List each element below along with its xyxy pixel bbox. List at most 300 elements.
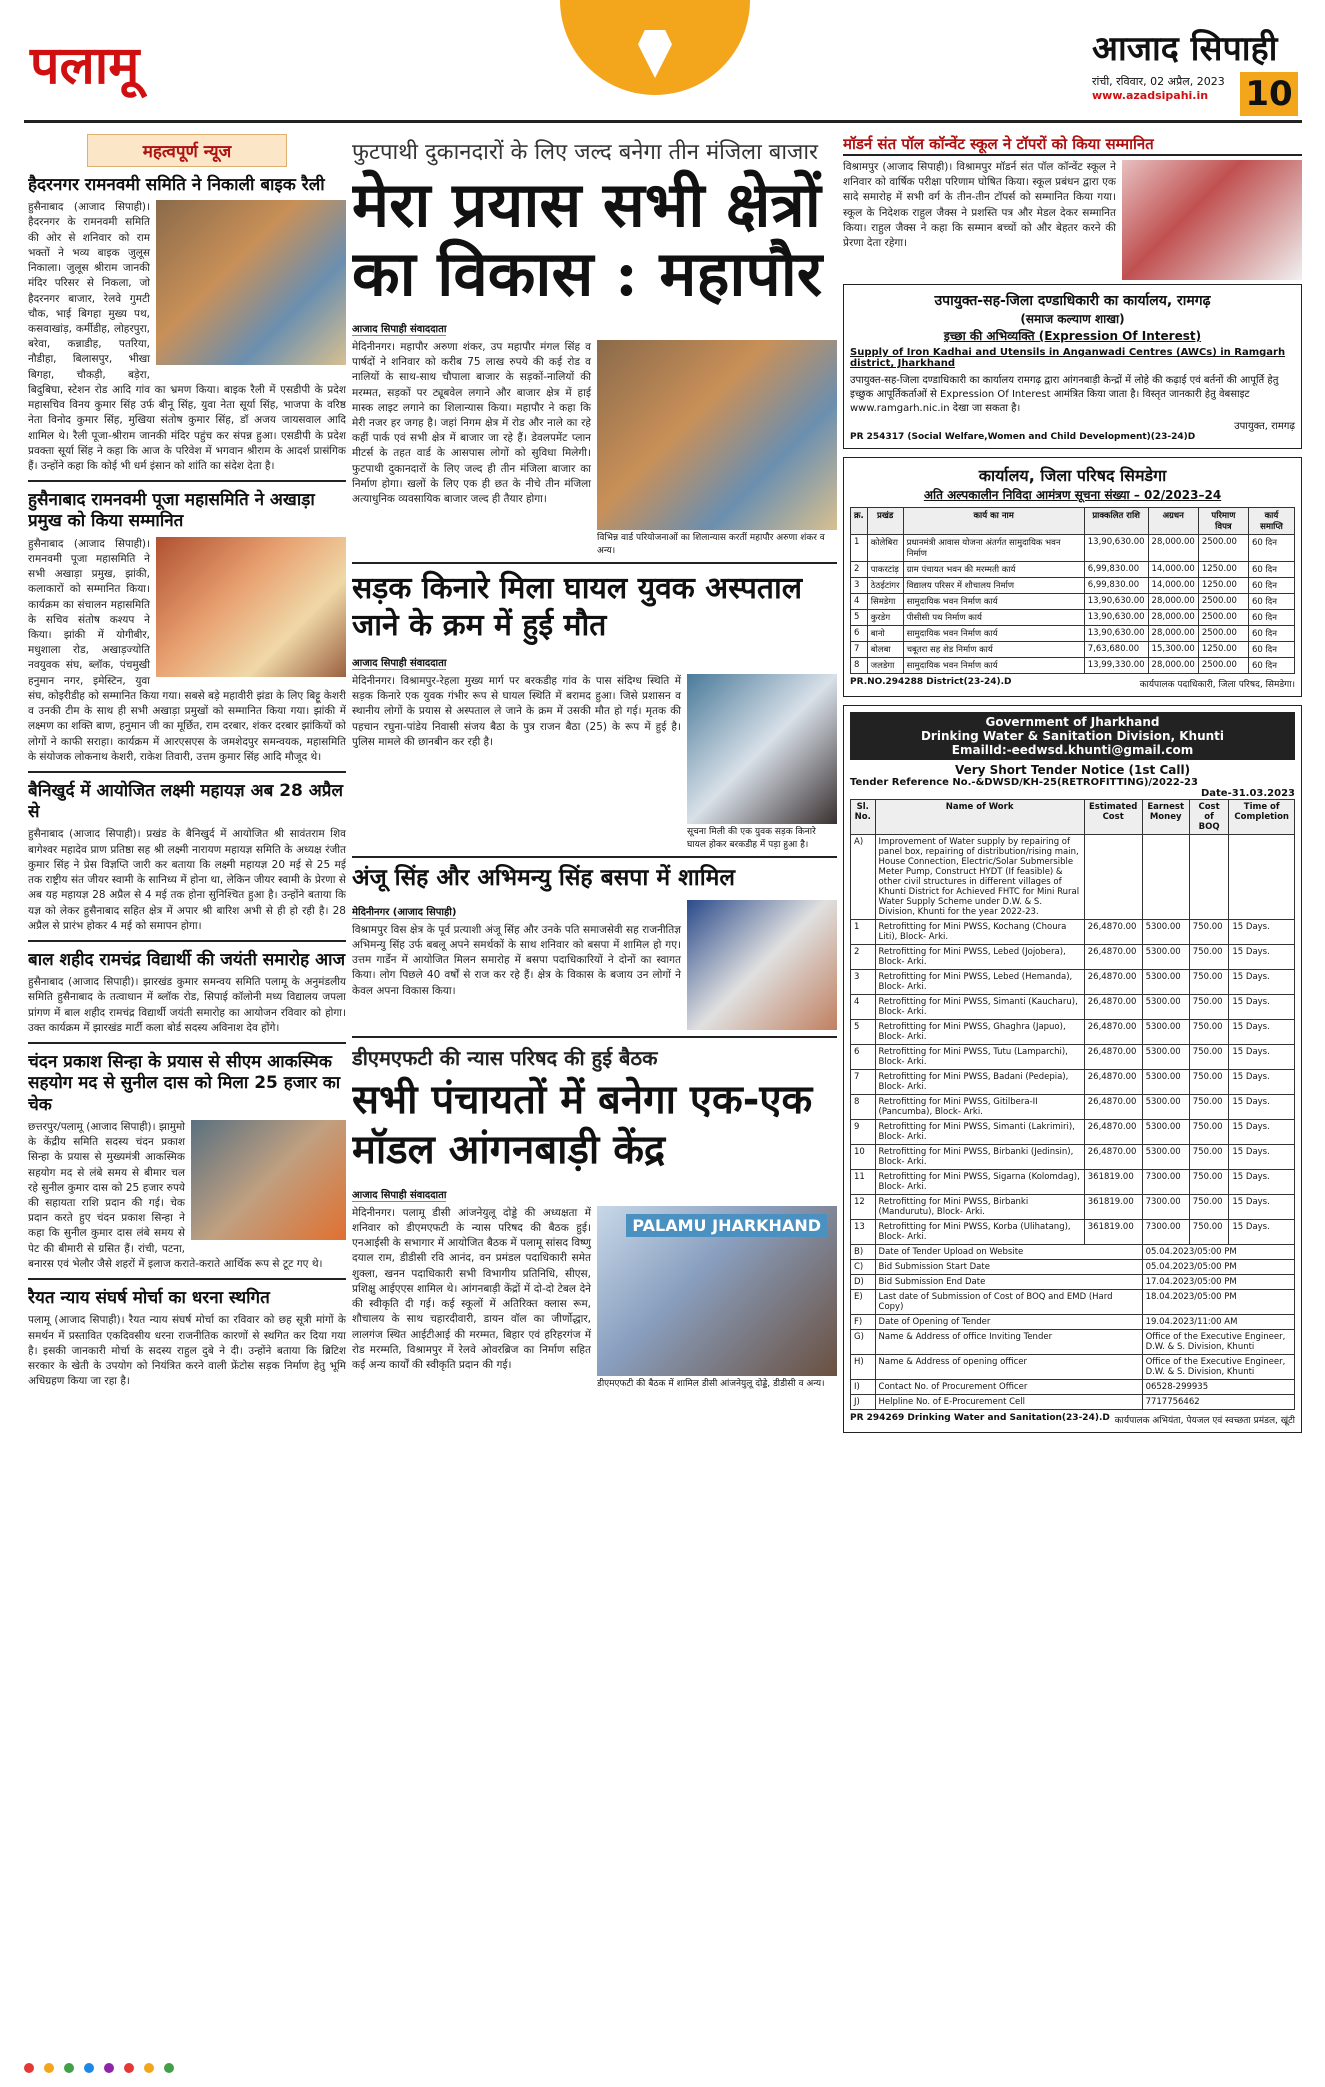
meeting-photo-block xyxy=(597,1206,837,1389)
masthead-divider xyxy=(24,120,1302,123)
schedule-row xyxy=(851,1275,1295,1290)
table-cell: जलडेगा xyxy=(867,658,903,674)
table-cell: 750.00 xyxy=(1189,1170,1229,1195)
table-cell: चबूतरा सह शेड निर्माण कार्य xyxy=(903,642,1084,658)
table-cell: F) xyxy=(851,1315,876,1330)
story-headline[interactable]: सभी पंचायतों में बनेगा एक-एक मॉडल आंगनबाड़ी केंद्र xyxy=(352,1076,813,1173)
table-cell: Last date of Submission of Cost of BOQ and EMD (Hard Copy) xyxy=(875,1290,1142,1315)
table-cell: 8 xyxy=(851,658,868,674)
table-cell: कुरडेग xyxy=(867,610,903,626)
table-cell: 10 xyxy=(851,1145,876,1170)
photo-caption: सूचना मिली की एक युवक सड़क किनारे घायल होकर बरकडीह में पड़ा हुआ है। xyxy=(687,826,816,850)
table-cell: 2500.00 xyxy=(1198,594,1248,610)
table-cell: विद्यालय परिसर में शौचालय निर्माण xyxy=(903,578,1084,594)
table-row xyxy=(851,626,1295,642)
table-cell: A) xyxy=(851,835,876,920)
table-cell: 05.04.2023/05:00 PM xyxy=(1142,1245,1294,1260)
table-cell: 750.00 xyxy=(1189,1120,1229,1145)
table-cell: B) xyxy=(851,1245,876,1260)
table-cell: 13,90,630.00 xyxy=(1084,535,1148,562)
table-cell: सामुदायिक भवन निर्माण कार्य xyxy=(903,658,1084,674)
notice-signatory: उपायुक्त, रामगढ़ xyxy=(1234,421,1295,432)
table-row xyxy=(851,642,1295,658)
table-row xyxy=(851,920,1295,945)
injured-youth-photo xyxy=(687,674,837,824)
right-news-column xyxy=(843,130,1302,2060)
table-cell: ठेठईटांगर xyxy=(867,578,903,594)
felicitation-photo xyxy=(156,537,346,677)
table-cell: D) xyxy=(851,1275,876,1290)
table-cell: Improvement of Water supply by repairing of panel box, repairing of distribution/rising main, House Connection, Electric/Solar Submersible Meter Pump, Construct HYDT (If feasible) & other civil structures in different villages of Khunti District for Achieved FHTC for Mini Rural Water Supply Scheme under D.W. & S. Division, Khunti for the year 2022-23. xyxy=(875,835,1084,920)
byline: आजाद सिपाही संवाददाता xyxy=(352,655,446,670)
table-cell: Retrofitting for Mini PWSS, Simanti (Lakrimiri), Block- Arki. xyxy=(875,1120,1084,1145)
table-row xyxy=(851,535,1295,562)
table-cell: Retrofitting for Mini PWSS, Birbanki (Jedinsin), Block- Arki. xyxy=(875,1145,1084,1170)
table-cell: 11 xyxy=(851,1170,876,1195)
dmft-meeting-photo xyxy=(597,1206,837,1376)
ramgarh-eoi-notice xyxy=(843,284,1302,449)
table-cell: C) xyxy=(851,1260,876,1275)
table-cell: 15 Days. xyxy=(1229,920,1295,945)
story-headline[interactable]: हैदरनगर रामनवमी समिति ने निकाली बाइक रैली xyxy=(28,175,325,195)
table-cell: 2500.00 xyxy=(1198,658,1248,674)
divider xyxy=(28,1278,346,1280)
decorative-dot xyxy=(144,2063,154,2073)
table-cell: 28,000.00 xyxy=(1148,658,1198,674)
table-cell: Bid Submission Start Date xyxy=(875,1260,1142,1275)
table-row xyxy=(851,658,1295,674)
table-cell: 3 xyxy=(851,970,876,995)
table-cell: Name & Address of opening officer xyxy=(875,1355,1142,1380)
table-cell: 60 दिन xyxy=(1248,535,1294,562)
table-cell xyxy=(1189,835,1229,920)
table-cell: 5300.00 xyxy=(1142,1120,1189,1145)
story-body: मेदिनीनगर। महापौर अरुणा शंकर, उप महापौर मंगल सिंह व पार्षदों ने शनिवार को करीब 75 लाख रुपये की कई रोड व नालियों के साथ-साथ चौपाला बाजार के सड़कों-नालियों की मरम्मत, सड़कों पर ट्यूबवेल लगाने और बाजार क्षेत्र में हाई मास्क लाइट लगाने का शिलान्यास किया। महापौर ने कहा कि मेरी नजर हर जगह है। जहां निगम क्षेत्र में रोड और नाले का रहे कहीं पार्क एवं सभी क्षेत्र में बाजार जा रहे हैं। डेवलपमेंट प्लान मीटर्स के तहत वार्ड के आसपास लोगों को सुविधा मिलेगी। फुटपाथी दुकानदारों के लिए जल्द ही तीन मंजिला बाजार का निर्माण होगा। खलों के लिए एक ही छत के नीचे तीन मंजिला अत्याधुनिक व्यवसायिक बाजार जल्द ही तैयार होगा। xyxy=(352,340,591,506)
table-cell: 15 Days. xyxy=(1229,1170,1295,1195)
section-tag: महत्वपूर्ण न्यूज xyxy=(87,134,287,167)
website-link[interactable]: www.azadsipahi.in xyxy=(1092,89,1209,102)
table-cell: 750.00 xyxy=(1189,1145,1229,1170)
table-cell: 5 xyxy=(851,1020,876,1045)
table-header-cell: Name of Work xyxy=(875,800,1084,835)
table-cell: 750.00 xyxy=(1189,945,1229,970)
table-cell: Date of Opening of Tender xyxy=(875,1315,1142,1330)
lead-kicker: फुटपाथी दुकानदारों के लिए जल्द बनेगा तीन मंजिला बाजार xyxy=(352,140,819,165)
table-cell: Retrofitting for Mini PWSS, Ghaghra (Japuo), Block- Arki. xyxy=(875,1020,1084,1045)
table-header-cell: प्रखंड xyxy=(867,508,903,535)
table-cell: 17.04.2023/05:00 PM xyxy=(1142,1275,1294,1290)
footer-dots xyxy=(24,2060,1302,2076)
divider xyxy=(28,1042,346,1044)
table-cell: 1 xyxy=(851,920,876,945)
table-cell: 5300.00 xyxy=(1142,970,1189,995)
table-cell: 26,4870.00 xyxy=(1084,970,1142,995)
table-cell: 26,4870.00 xyxy=(1084,1120,1142,1145)
table-row xyxy=(851,594,1295,610)
notice-title: अति अल्पकालीन निविदा आमंत्रण सूचना संख्या – 02/2023–24 xyxy=(923,488,1222,502)
divider xyxy=(352,562,837,564)
divider xyxy=(352,856,837,858)
table-row xyxy=(851,1170,1295,1195)
table-cell: 3 xyxy=(851,578,868,594)
table-cell: 60 दिन xyxy=(1248,594,1294,610)
table-cell: 7,63,680.00 xyxy=(1084,642,1148,658)
story-headline[interactable]: बाल शहीद रामचंद्र विद्यार्थी की जयंती समारोह आज xyxy=(28,950,346,970)
table-cell: सामुदायिक भवन निर्माण कार्य xyxy=(903,626,1084,642)
table-cell: Retrofitting for Mini PWSS, Gitilbera-II (Pancumba), Block- Arki. xyxy=(875,1095,1084,1120)
story-body: मेदिनीनगर। विश्रामपुर-रेहला मुख्य मार्ग पर बरकडीह गांव के पास संदिग्ध स्थिति में सड़क किनारे एक युवक गंभीर रूप से घायल स्थिति में बरामद हुआ। जिसे प्रशासन व स्थानीय लोगों के प्रयास से अस्पताल ले जाने के क्रम में उसकी मौत हो गई। मृतक की पहचान रघुना-पांडेय निवासी संजय बैठा के पुत्र राजन बैठा (25) के रूप में हुई है। पुलिस मामले की छानबीन कर रही है। xyxy=(352,674,681,748)
table-cell: 361819.00 xyxy=(1084,1220,1142,1245)
table-cell: Retrofitting for Mini PWSS, Tutu (Lamparchi), Block- Arki. xyxy=(875,1045,1084,1070)
table-cell: 26,4870.00 xyxy=(1084,1070,1142,1095)
table-cell: 60 दिन xyxy=(1248,610,1294,626)
notice-pr-number: PR 294269 Drinking Water and Sanitation(23-24).D xyxy=(850,1413,1110,1423)
masthead-section-title: पलामू xyxy=(30,35,140,96)
table-cell: Retrofitting for Mini PWSS, Lebed (Hemanda), Block- Arki. xyxy=(875,970,1084,995)
table-cell: 4 xyxy=(851,995,876,1020)
table-cell: I) xyxy=(851,1380,876,1395)
table-cell: 9 xyxy=(851,1120,876,1145)
table-cell: Bid Submission End Date xyxy=(875,1275,1142,1290)
table-cell: 5300.00 xyxy=(1142,1045,1189,1070)
table-cell: 750.00 xyxy=(1189,1045,1229,1070)
table-cell: 26,4870.00 xyxy=(1084,920,1142,945)
table-row xyxy=(851,995,1295,1020)
story-headline[interactable]: रैयत न्याय संघर्ष मोर्चा का धरना स्थगित xyxy=(28,1288,270,1309)
edition-date: रांची, रविवार, 02 अप्रैल, 2023 xyxy=(1092,75,1225,88)
table-cell: 750.00 xyxy=(1189,970,1229,995)
table-cell: 750.00 xyxy=(1189,920,1229,945)
table-cell: 750.00 xyxy=(1189,1220,1229,1245)
story-body: छत्तरपुर/पलामू (आजाद सिपाही)। झामुमो के केंद्रीय समिति सदस्य चंदन प्रकाश सिन्हा के प्रयास से मुख्यमंत्री आकस्मिक सहयोग मद से लंबे समय से बीमार चल रहे सुनील कुमार दास को 25 हजार रुपये की सहायता राशि प्रदान की गई। चेक प्रदान करते हुए चंदन प्रकाश सिन्हा ने कहा कि सुनील कुमार दास लंबे समय से पेट की बीमारी से ग्रसित हैं। रांची, पटना, बनारस एवं भेलौर जैसे शहरों में इलाज कराते-कराते आर्थिक रूप से टूट गए थे। xyxy=(28,1120,323,1270)
decorative-dot xyxy=(164,2063,174,2073)
table-cell: 26,4870.00 xyxy=(1084,1095,1142,1120)
schedule-row xyxy=(851,1330,1295,1355)
table-cell: 60 दिन xyxy=(1248,578,1294,594)
schedule-row xyxy=(851,1355,1295,1380)
table-cell: 13,90,630.00 xyxy=(1084,626,1148,642)
table-cell: J) xyxy=(851,1395,876,1410)
table-cell: 15 Days. xyxy=(1229,1195,1295,1220)
joining-ceremony-photo xyxy=(687,900,837,1030)
table-cell xyxy=(1229,835,1295,920)
table-cell: 05.04.2023/05:00 PM xyxy=(1142,1260,1294,1275)
photo-caption: विभिन्न वार्ड परियोजनाओं का शिलान्यास करतीं महापौर अरुणा शंकर व अन्य। xyxy=(597,532,825,556)
decorative-dot xyxy=(84,2063,94,2073)
table-cell: 13,90,630.00 xyxy=(1084,594,1148,610)
tender-date: Date-31.03.2023 xyxy=(1200,788,1295,799)
table-header-cell: क्र. xyxy=(851,508,868,535)
table-cell: Name & Address of office Inviting Tender xyxy=(875,1330,1142,1355)
table-body xyxy=(851,535,1295,674)
table-cell: 26,4870.00 xyxy=(1084,945,1142,970)
table-cell: 13,90,630.00 xyxy=(1084,610,1148,626)
accident-photo-block xyxy=(687,674,837,850)
notice-title: Very Short Tender Notice (1st Call) xyxy=(954,763,1191,777)
khunti-tender-table xyxy=(850,799,1295,1410)
table-cell: 28,000.00 xyxy=(1148,626,1198,642)
table-cell: 5300.00 xyxy=(1142,1145,1189,1170)
simdega-tender-notice xyxy=(843,457,1302,697)
table-cell: 2 xyxy=(851,562,868,578)
table-cell: 750.00 xyxy=(1189,1070,1229,1095)
table-cell: 60 दिन xyxy=(1248,642,1294,658)
khunti-tender-notice xyxy=(843,705,1302,1433)
table-cell: 26,4870.00 xyxy=(1084,1145,1142,1170)
story-headline[interactable]: सड़क किनारे मिला घायल युवक अस्पताल जाने के क्रम में हुई मौत xyxy=(352,570,803,644)
table-cell: 2500.00 xyxy=(1198,610,1248,626)
table-cell: 750.00 xyxy=(1189,995,1229,1020)
table-cell: 15 Days. xyxy=(1229,1045,1295,1070)
story-headline[interactable]: हुसैनाबाद रामनवमी पूजा महासमिति ने अखाड़ा प्रमुख को किया सम्मानित xyxy=(28,490,315,532)
table-header-cell: Sl. No. xyxy=(851,800,876,835)
dept-email: EmailId:-eedwsd.khunti@gmail.com xyxy=(951,743,1194,757)
story-headline[interactable]: मॉडर्न संत पॉल कॉन्वेंट स्कूल ने टॉपरों को किया सम्मानित xyxy=(843,134,1302,156)
table-cell: 12 xyxy=(851,1195,876,1220)
story-body: विश्रामपुर (आजाद सिपाही)। विश्रामपुर मॉडर्न संत पॉल कॉन्वेंट स्कूल ने शनिवार को वार्षिक परीक्षा परिणाम घोषित किया। स्कूल प्रबंधन द्वारा एक सादे समारोह में सभी वर्ग के तीन-तीन टॉपर्स को सम्मानित किया गया। स्कूल के निदेशक राहुल जैक्स ने प्रशस्ति पत्र और मेडल देकर सम्मानित किया। राहुल जैक्स ने कहा कि सम्मान बच्चों को और बेहतर करने की प्रेरणा देता रहेगा। xyxy=(843,161,1116,250)
table-row xyxy=(851,610,1295,626)
newspaper-name: आजाद सिपाही xyxy=(1092,29,1278,69)
table-cell: 5300.00 xyxy=(1142,995,1189,1020)
table-cell: Retrofitting for Mini PWSS, Lebed (Jojobera), Block- Arki. xyxy=(875,945,1084,970)
table-header-row xyxy=(851,800,1295,835)
divider xyxy=(28,940,346,942)
decorative-dot xyxy=(124,2063,134,2073)
table-cell: Helpline No. of E-Procurement Cell xyxy=(875,1395,1142,1410)
story-body: हुसैनाबाद (आजाद सिपाही)। झारखंड कुमार समन्वय समिति पलामू के अनुमंडलीय समिति हुसैनाबाद के तत्वाधान में ब्लॉक रोड, सिपाई कॉलोनी मध्य विद्यालय जपला प्रांगण में बाल शहीद रामचंद्र विद्यार्थी जयंती समारोह का आयोजन रविवार को होगा। उक्त कार्यक्रम में झारखंड मार्टी कला बोर्ड सदस्य अविनाश देव होंगे। xyxy=(28,976,346,1034)
table-cell: Retrofitting for Mini PWSS, Kochang (Choura Liti), Block- Arki. xyxy=(875,920,1084,945)
table-cell: 15 Days. xyxy=(1229,1120,1295,1145)
table-header-cell: Estimated Cost xyxy=(1084,800,1142,835)
table-cell: Retrofitting for Mini PWSS, Birbanki (Mandurutu), Block- Arki. xyxy=(875,1195,1084,1220)
notice-supply-title: Supply of Iron Kadhai and Utensils in Anganwadi Centres (AWCs) in Ramgarh district, Jharkhand xyxy=(850,347,1286,369)
table-cell: 28,000.00 xyxy=(1148,535,1198,562)
notice-header: कार्यालय, जिला परिषद सिमडेगा xyxy=(978,466,1167,485)
table-cell: 5300.00 xyxy=(1142,1070,1189,1095)
table-row xyxy=(851,1070,1295,1095)
table-cell: 14,000.00 xyxy=(1148,578,1198,594)
table-cell: 60 दिन xyxy=(1248,626,1294,642)
table-cell: सिमडेगा xyxy=(867,594,903,610)
table-cell: 60 दिन xyxy=(1248,562,1294,578)
table-cell: 750.00 xyxy=(1189,1095,1229,1120)
table-row xyxy=(851,970,1295,995)
masthead-meta xyxy=(1092,74,1225,102)
schedule-row xyxy=(851,1315,1295,1330)
table-cell: 7 xyxy=(851,642,868,658)
table-header-cell: कार्य का नाम xyxy=(903,508,1084,535)
table-cell: 1 xyxy=(851,535,868,562)
decorative-dot xyxy=(104,2063,114,2073)
table-cell: 361819.00 xyxy=(1084,1170,1142,1195)
table-cell: 1250.00 xyxy=(1198,642,1248,658)
table-header-cell: Time of Completion xyxy=(1229,800,1295,835)
table-cell: Contact No. of Procurement Officer xyxy=(875,1380,1142,1395)
table-row xyxy=(851,1095,1295,1120)
table-row xyxy=(851,945,1295,970)
table-row xyxy=(851,578,1295,594)
table-header-cell: Earnest Money xyxy=(1142,800,1189,835)
table-cell: 750.00 xyxy=(1189,1195,1229,1220)
story-headline[interactable]: बैनिखुर्द में आयोजित लक्ष्मी महायज्ञ अब 28 अप्रैल से xyxy=(28,780,343,823)
palamu-banner: PALAMU JHARKHAND xyxy=(626,1214,827,1237)
table-cell: 4 xyxy=(851,594,868,610)
byline: आजाद सिपाही संवाददाता xyxy=(352,1187,446,1202)
table-cell: 15 Days. xyxy=(1229,1070,1295,1095)
table-cell: 1250.00 xyxy=(1198,562,1248,578)
byline: आजाद सिपाही संवाददाता xyxy=(352,321,446,336)
table-cell: पाकरटांड़ xyxy=(867,562,903,578)
table-cell: 15 Days. xyxy=(1229,1145,1295,1170)
table-cell: 5300.00 xyxy=(1142,1095,1189,1120)
dept-name: Drinking Water & Sanitation Division, Khunti xyxy=(920,729,1225,743)
table-row xyxy=(851,1195,1295,1220)
table-cell: बानो xyxy=(867,626,903,642)
table-cell: 15,300.00 xyxy=(1148,642,1198,658)
table-body xyxy=(851,835,1295,1410)
table-cell: 2 xyxy=(851,945,876,970)
table-cell: G) xyxy=(851,1330,876,1355)
table-cell: बोलबा xyxy=(867,642,903,658)
page-number: 10 xyxy=(1240,72,1298,116)
schedule-row xyxy=(851,1395,1295,1410)
story-body: पलामू (आजाद सिपाही)। रैयत न्याय संघर्ष मोर्चा का रविवार को छह सूत्री मांगों के समर्थन में प्रस्तावित एकदिवसीय धरना राजनीतिक कारणों से स्थगित कर दिया गया है। इसकी जानकारी मोर्चा के सदस्य राहुल दुबे ने दी। उन्होंने बताया कि ब्रिटिश सरकार के खेती के उपयोग को नियंत्रित करने वाली फ्रेंटोस सड़क निर्माण हेतु भूमि अधिग्रहण किया जा रहा है। xyxy=(28,1314,346,1388)
table-header-cell: अग्रधन xyxy=(1148,508,1198,535)
photo-caption: डीएमएफटी की बैठक में शामिल डीसी आंजनेयुलू दोड्डे, डीडीसी व अन्य। xyxy=(597,1378,825,1389)
table-cell: 15 Days. xyxy=(1229,1095,1295,1120)
table-cell: 60 दिन xyxy=(1248,658,1294,674)
table-cell: सामुदायिक भवन निर्माण कार्य xyxy=(903,594,1084,610)
table-row xyxy=(851,562,1295,578)
table-header-cell: परिमाण विपत्र xyxy=(1198,508,1248,535)
table-cell: ग्राम पंचायत भवन की मरम्मती कार्य xyxy=(903,562,1084,578)
table-cell: 26,4870.00 xyxy=(1084,1045,1142,1070)
table-cell: 5 xyxy=(851,610,868,626)
schedule-row xyxy=(851,1245,1295,1260)
table-cell: 13 xyxy=(851,1220,876,1245)
notice-subheader: (समाज कल्याण शाखा) xyxy=(1020,312,1125,326)
table-cell: Retrofitting for Mini PWSS, Simanti (Kaucharu), Block- Arki. xyxy=(875,995,1084,1020)
byline: मेदिनीनगर (आजाद सिपाही) xyxy=(352,904,456,919)
cheque-handover-photo xyxy=(191,1120,346,1240)
table-cell: 7300.00 xyxy=(1142,1220,1189,1245)
decorative-dot xyxy=(24,2063,34,2073)
table-cell: 6,99,830.00 xyxy=(1084,578,1148,594)
table-cell: 26,4870.00 xyxy=(1084,995,1142,1020)
table-header-cell: कार्य समाप्ति xyxy=(1248,508,1294,535)
table-cell: 28,000.00 xyxy=(1148,594,1198,610)
lead-headline[interactable]: मेरा प्रयास सभी क्षेत्रों का विकास : महापौर xyxy=(352,168,823,311)
notice-header: उपायुक्त-सह-जिला दण्डाधिकारी का कार्यालय, रामगढ़ xyxy=(934,293,1211,309)
table-cell: 1250.00 xyxy=(1198,578,1248,594)
table-cell: 5300.00 xyxy=(1142,920,1189,945)
schedule-row xyxy=(851,1260,1295,1275)
table-row xyxy=(851,1045,1295,1070)
table-row xyxy=(851,1020,1295,1045)
gov-name: Government of Jharkhand xyxy=(985,715,1160,729)
rally-photo xyxy=(156,200,346,365)
table-cell: 28,000.00 xyxy=(1148,610,1198,626)
schedule-row xyxy=(851,1380,1295,1395)
table-cell: 15 Days. xyxy=(1229,995,1295,1020)
table-cell: 6,99,830.00 xyxy=(1084,562,1148,578)
lead-photo-block xyxy=(597,340,837,556)
notice-signatory: कार्यपालक अभियंता, पेयजल एवं स्वच्छता प्रमंडल, खूंटी xyxy=(1114,1416,1295,1426)
table-cell: 7300.00 xyxy=(1142,1170,1189,1195)
left-news-column xyxy=(28,130,346,2060)
table-cell: 6 xyxy=(851,1045,876,1070)
table-header-cell: Cost of BOQ xyxy=(1189,800,1229,835)
table-row xyxy=(851,1145,1295,1170)
table-cell: 5300.00 xyxy=(1142,1020,1189,1045)
table-cell: 13,99,330.00 xyxy=(1084,658,1148,674)
table-row xyxy=(851,1120,1295,1145)
table-cell: 7 xyxy=(851,1070,876,1095)
table-cell: 750.00 xyxy=(1189,1020,1229,1045)
table-cell: 18.04.2023/05:00 PM xyxy=(1142,1290,1294,1315)
table-cell: 26,4870.00 xyxy=(1084,1020,1142,1045)
table-cell: पीसीसी पथ निर्माण कार्य xyxy=(903,610,1084,626)
table-cell: 15 Days. xyxy=(1229,1220,1295,1245)
notice-pr-number: PR 254317 (Social Welfare,Women and Child Development)(23-24)D xyxy=(850,432,1196,442)
table-cell xyxy=(1142,835,1189,920)
table-header-cell: प्राक्कलित राशि xyxy=(1084,508,1148,535)
notice-gov-header xyxy=(850,712,1295,760)
divider xyxy=(352,1036,837,1038)
center-news-column xyxy=(352,130,837,2060)
table-cell: 7300.00 xyxy=(1142,1195,1189,1220)
table-row xyxy=(851,1220,1295,1245)
story-body: विश्रामपुर विस क्षेत्र के पूर्व प्रत्याशी अंजू सिंह और उनके पति समाजसेवी सह राजनीतिज्ञ अभिमन्यु सिंह उर्फ बबलू अपने समर्थकों के साथ शनिवार को बसपा में शामिल हो गए। उत्तम गार्डेन में आयोजित मिलन समारोह में बसपा पदाधिकारियों ने दोनों का स्वागत किया। लोग पिछले 40 वर्षों से राज कर रहे हैं। क्षेत्र के विकास के बजाय उन लोगों ने केवल अपना विकास किया। xyxy=(352,923,681,997)
table-cell: 06528-299935 xyxy=(1142,1380,1294,1395)
table-cell: Retrofitting for Mini PWSS, Sigarna (Kolomdag), Block- Arki. xyxy=(875,1170,1084,1195)
table-cell: 15 Days. xyxy=(1229,970,1295,995)
story-body: मेदिनीनगर। पलामू डीसी आंजनेयुलू दोड्डे की अध्यक्षता में शनिवार को डीएमएफटी के न्यास परिषद की बैठक हुई। एनआईसी के सभागार में आयोजित बैठक में पलामू सांसद विष्णु दयाल राम, डीडीसी रवि आनंद, वन प्रमंडल पदाधिकारी समेत शुक्ला, खनन पदाधिकारी सभी विभागीय प्रतिनिधि, सीएस, प्रशिक्षु आईएएस शामिल थे। आंगनबाड़ी केंद्रों में दो-दो टेबल देने की स्वीकृति दी गई। कई स्कूलों में अतिरिक्त क्लास रूम, शौचालय के साथ चहारदीवारी, डायन वॉल का जीर्णोद्धार, लालगंज स्थित आईटीआई की मरम्मत, बिहार एवं हरिहरगंज में रोड मरम्मति, विश्रामपुर में रेलवे ओवरब्रिज का निर्माण सहित कई अन्य कार्यों की स्वीकृति प्रदान की गई। xyxy=(352,1206,591,1371)
table-cell: Office of the Executive Engineer, D.W. & S. Division, Khunti xyxy=(1142,1355,1294,1380)
story-kicker: डीएमएफटी की न्यास परिषद की हुई बैठक xyxy=(352,1045,658,1070)
story-headline[interactable]: चंदन प्रकाश सिन्हा के प्रयास से सीएम आकस्मिक सहयोग मद से सुनील दास को मिला 25 हजार का चेक xyxy=(28,1052,341,1115)
table-cell: 15 Days. xyxy=(1229,1020,1295,1045)
table-cell: 15 Days. xyxy=(1229,945,1295,970)
story-body: हुसैनाबाद (आजाद सिपाही)। प्रखंड के बैनिखुर्द में आयोजित श्री सावंतराम शिव बागेश्वर महादेव प्राण प्रतिष्ठा सह श्री लक्ष्मी नारायण महायज्ञ समिति के अध्यक्ष रंजीत कुमार सिंह ने प्रेस विज्ञप्ति जारी कर बताया कि लक्ष्मी महायज्ञ 20 मई से 25 मई तक राष्ट्रीय संत जीयर स्वामी के सानिध्य में होना था, लेकिन जीयर स्वामी के प्रेरणा से अब यह महायज्ञ 28 अप्रैल से 4 मई तक होना सुनिश्चित हुआ है। उन्होंने बताया कि यज्ञ को लेकर हुसैनाबाद सहित क्षेत्र में अपार श्री बारिश अभी से ही हो रही है। 28 अप्रैल से प्रारंभ होकर 4 मई को समापन होगा। xyxy=(28,828,346,932)
table-cell: Retrofitting for Mini PWSS, Korba (Ulihatang), Block- Arki. xyxy=(875,1220,1084,1245)
tender-table xyxy=(850,507,1295,674)
table-cell: E) xyxy=(851,1290,876,1315)
table-row xyxy=(851,835,1295,920)
table-cell: 19.04.2023/11:00 AM xyxy=(1142,1315,1294,1330)
story-body: हुसैनाबाद (आजाद सिपाही)। हैदरनगर के रामनवमी समिति की ओर से शनिवार को राम भक्तों ने भव्य बाइक जुलूस निकाला। जुलूस श्रीराम जानकी मंदिर परिसर से निकला, जो हैदरनगर बाजार, रेलवे गुमटी चौक, भाई बिगहा मुख्य पथ, कसवाखांड़, कर्मीडीह, लोहरपुरा, बरेवा, कन्नाडीह, पतरिया, नौडीहा, बिलासपुर, भीखा बिगहा, चौकड़ी, बड़ेरा, बिदुबिघा, स्टेशन रोड आदि गांव का भ्रमण किया। बाइक रैली में एसडीपी के प्रदेश महासचिव विनय कुमार सिंह उर्फ बीनू सिंह, युवा नेता सूर्या सिंह, भाजपा के वरिष्ठ नेता विनोद कुमार सिंह, मुखिया संतोष कुमार सिंह, डॉ अजय जायसवाल आदि शामिल थे। रैली पूजा-श्रीराम जानकी मंदिर पहुंच कर संपन्न हुआ। एसडीपी के प्रदेश प्रवक्ता सूर्या सिंह ने कहा कि आज के परिवेश में भगवान श्रीराम के आदर्श प्रासंगिक हैं। उन्होंने कहा कि कोई भी धर्म इंसान को शांति का संदेश देता है। xyxy=(28,201,346,472)
tender-reference: Tender Reference No.-&DWSD/KH-25(RETROFITTING)/2022-23 xyxy=(850,777,1198,788)
table-cell: 2500.00 xyxy=(1198,535,1248,562)
table-cell: 7717756462 xyxy=(1142,1395,1294,1410)
table-cell: 5300.00 xyxy=(1142,945,1189,970)
table-cell: 8 xyxy=(851,1095,876,1120)
table-cell: H) xyxy=(851,1355,876,1380)
table-cell: प्रधानमंत्री आवास योजना अंतर्गत सामुदायिक भवन निर्माण xyxy=(903,535,1084,562)
table-cell xyxy=(1084,835,1142,920)
schedule-row xyxy=(851,1290,1295,1315)
divider xyxy=(28,771,346,773)
toppers-photo xyxy=(1122,160,1302,280)
table-cell: कोलेबिरा xyxy=(867,535,903,562)
table-cell: Retrofitting for Mini PWSS, Badani (Pedepia), Block- Arki. xyxy=(875,1070,1084,1095)
table-cell: Date of Tender Upload on Website xyxy=(875,1245,1142,1260)
table-cell: 361819.00 xyxy=(1084,1195,1142,1220)
table-cell: 6 xyxy=(851,626,868,642)
notice-body: उपायुक्त-सह-जिला दण्डाधिकारी का कार्यालय रामगढ़ द्वारा आंगनबाड़ी केन्द्रों में लोहे की कढ़ाई एवं बर्तनों की आपूर्ति हेतु इच्छुक आपूर्तिकर्ताओं से Expression Of Interest आमंत्रित किया जाता है। विस्तृत जानकारी हेतु वेबसाइट www.ramgarh.nic.in देखा जा सकता है। xyxy=(850,375,1279,414)
story-headline[interactable]: अंजू सिंह और अभिमन्यु सिंह बसपा में शामिल xyxy=(352,864,735,891)
notice-pr-number: PR.NO.294288 District(23-24).D xyxy=(850,677,1012,687)
